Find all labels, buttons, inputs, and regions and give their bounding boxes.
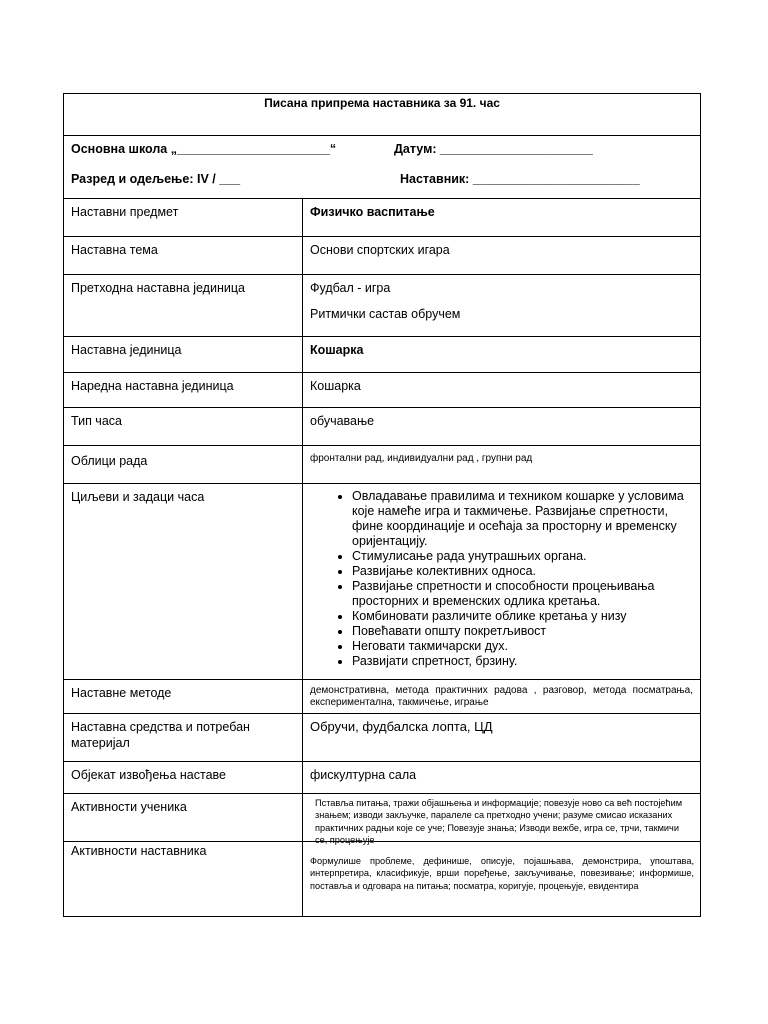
- school-field: Основна школа „______________________“: [71, 142, 337, 156]
- row-label: Тип часа: [64, 408, 303, 445]
- row-label: Наставна јединица: [64, 337, 303, 372]
- row-label: Претходна наставна јединица: [64, 275, 303, 336]
- list-item: • Овладавање правилима и техником кошарке у условима које намеће игра и такмичење. Развијање спретности, фине координације и осећаја за просторну и временску оријентацију.: [352, 489, 696, 549]
- table-row-next-unit: [64, 373, 700, 408]
- table-row-previous-unit: [64, 275, 700, 337]
- row-value: фронтални рад, индивидуални рад , групни рад: [310, 453, 533, 464]
- row-value: Формулише проблеме, дефинише, описује, појашњава, демонстрира, упоштава, интерпретира, класификује, врши поређење, закључивање, повезивање; информише, поставља и одговара на питања; посматра, коригује, процењује, евидентира: [310, 856, 694, 891]
- table-row-subject: [64, 199, 700, 237]
- list-item: • Развијање колективних односа.: [352, 564, 696, 579]
- list-item: • Неговати такмичарски дух.: [352, 639, 696, 654]
- row-label: Наредна наставна јединица: [64, 373, 303, 407]
- goals-list: [310, 489, 696, 669]
- row-label: Циљеви и задаци часа: [64, 484, 303, 679]
- table-row-student-activities: [64, 794, 700, 846]
- row-label: Објекат извођења наставе: [64, 762, 303, 793]
- row-value: обучавање: [310, 414, 375, 428]
- list-item: • Стимулисање рада унутрашњих органа.: [352, 549, 696, 564]
- table-row-class-type: [64, 408, 700, 446]
- row-label: Активности ученика: [64, 794, 303, 841]
- table-row-work-forms: [64, 446, 700, 484]
- table-row-methods: [64, 680, 700, 714]
- table-row-location: [64, 762, 700, 794]
- row-value: Основи спортских игара: [310, 243, 450, 257]
- row-value: демонстративна, метода практичних радова , разговор, метода посматрања, експериментална, такмичење, играње: [310, 685, 693, 708]
- row-label: Наставни предмет: [64, 199, 303, 236]
- row-label: Наставне методе: [64, 680, 303, 713]
- row-label: Наставна тема: [64, 237, 303, 274]
- row-label: Наставна средства и потребан материјал: [64, 714, 303, 761]
- table-row-topic: [64, 237, 700, 275]
- row-label: Активности наставника: [64, 842, 303, 916]
- row-value: [303, 275, 700, 336]
- table-row-goals: [64, 484, 700, 680]
- list-item: • Комбиновати различите облике кретања у низу: [352, 609, 696, 624]
- table-row-unit: [64, 337, 700, 373]
- table-row-teacher-activities: [64, 842, 700, 916]
- table-row-materials: [64, 714, 700, 762]
- teacher-field: Наставник: ________________________: [400, 172, 640, 186]
- lesson-plan-table: [63, 93, 701, 917]
- row-value: фискултурна сала: [310, 768, 417, 782]
- row-value: [303, 484, 700, 679]
- date-field: Датум: ______________________: [394, 142, 593, 156]
- previous-unit-2: Ритмички састав обручем: [310, 307, 461, 321]
- row-value: Кошарка: [310, 343, 364, 357]
- row-value: Кошарка: [310, 379, 361, 393]
- school-info-row: [64, 136, 700, 199]
- list-item: • Развијање спретности и способности процењивања просторних и временских одлика кретања.: [352, 579, 696, 609]
- row-label: Облици рада: [64, 446, 303, 483]
- row-value: Пставља питања, тражи објашњења и информације; повезује ново са већ постојећим знањем; изводи закључке, паралеле са претходно учени; разуме смисао исказаних практичних радњи које се уче; Повезује знања; Изводи вежбе, игра се, трчи, такмичи се, процењује: [315, 798, 683, 846]
- row-value: Обручи, фудбалска лопта, ЦД: [310, 719, 493, 734]
- row-value: Физичко васпитање: [310, 205, 435, 219]
- list-item: • Повећавати општу покретљивост: [352, 624, 696, 639]
- list-item: • Развијати спретност, брзину.: [352, 654, 696, 669]
- document-title: Писана припрема наставника за 91. час: [64, 94, 700, 136]
- grade-field: Разред и одељење: IV / ___: [71, 172, 241, 186]
- previous-unit-1: Фудбал - игра: [310, 281, 391, 295]
